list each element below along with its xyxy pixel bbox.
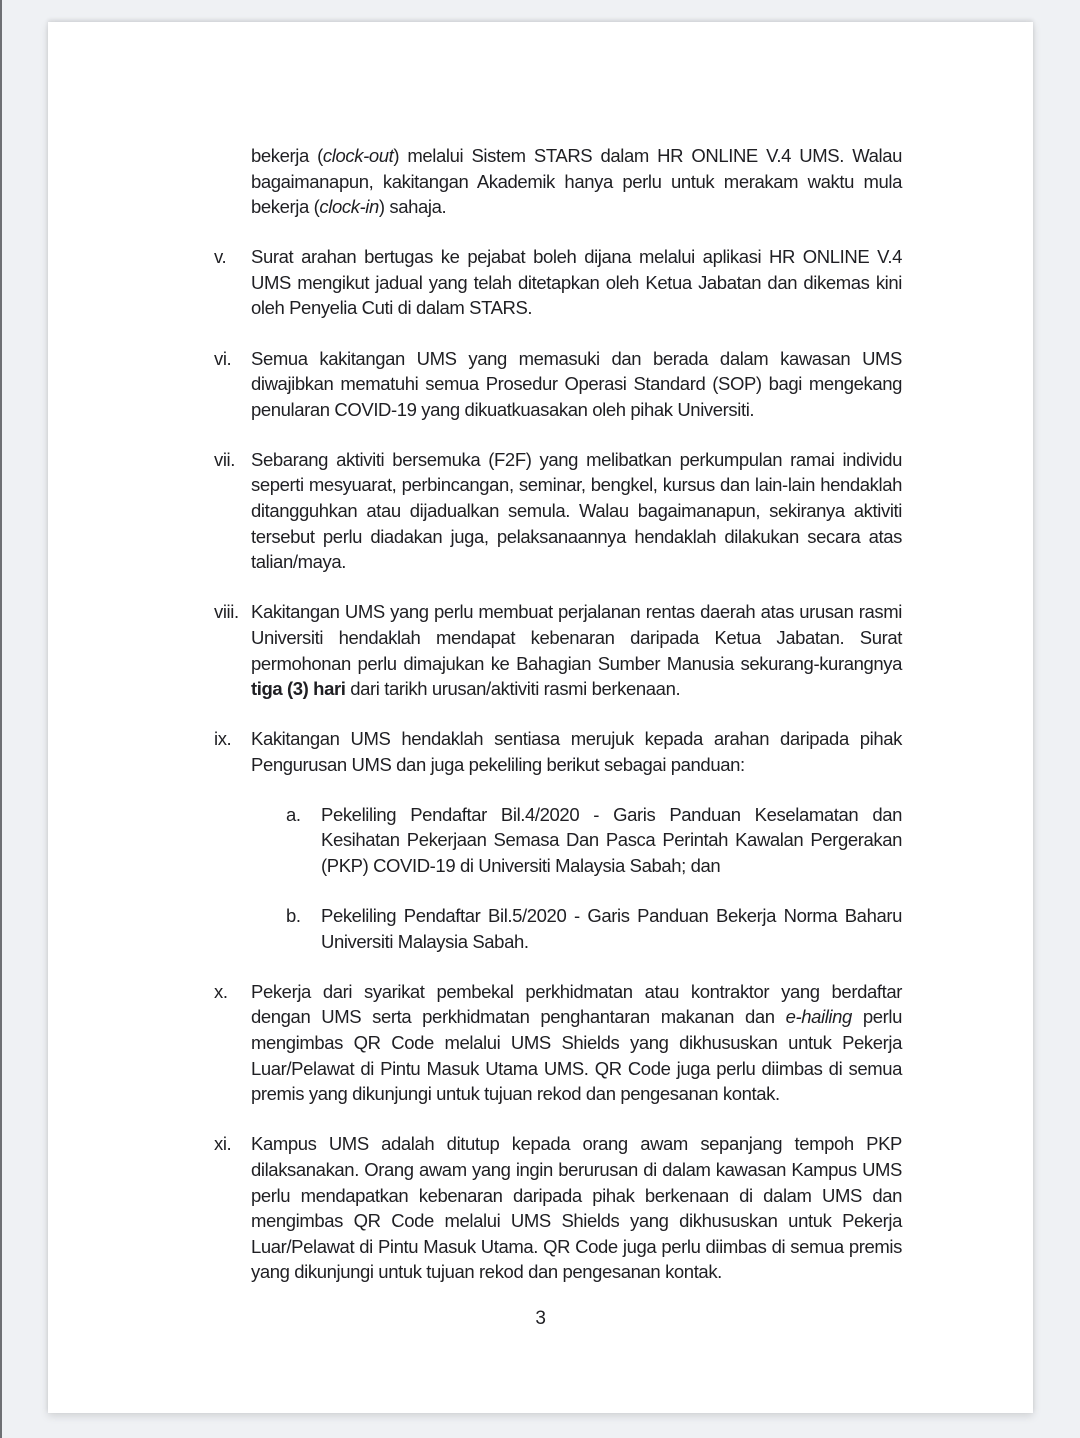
list-marker: vii. <box>214 448 236 470</box>
list-marker: ix. <box>214 728 232 750</box>
sub-item-a <box>286 802 902 879</box>
paragraph-text: Kakitangan UMS hendaklah sentiasa merujuk kepada arahan daripada pihak Pengurusan UMS dan juga pekeliling berikut sebagai panduan: <box>251 728 902 775</box>
sub-item-b <box>286 903 902 954</box>
page-content <box>214 143 902 1309</box>
list-item-x <box>214 979 902 1107</box>
paragraph-text: Sebarang aktiviti bersemuka (F2F) yang melibatkan perkumpulan ramai individu seperti mesyuarat, perbincangan, seminar, bengkel, kursus dan lain-lain hendaklah ditangguhkan atau dijadualkan semula. Walau bagaimanapun, sekiranya aktiviti tersebut perlu diadakan juga, pelaksanaannya hendaklah dilakukan secara atas talian/maya. <box>251 448 902 573</box>
list-item-viii <box>214 599 902 701</box>
paragraph-text: Kampus UMS adalah ditutup kepada orang awam sepanjang tempoh PKP dilaksanakan. Orang awam yang ingin berurusan di dalam kawasan Kampus UMS perlu mendapatkan kebenaran daripada pihak berkenaan di dalam UMS dan mengimbas QR Code melalui UMS Shields yang dikhususkan untuk Pekerja Luar/Pelawat di Pintu Masuk Utama. QR Code juga perlu diimbas di semua premis yang dikunjungi untuk tujuan rekod dan pengesanan kontak. <box>251 1133 902 1283</box>
list-item-v <box>214 244 902 321</box>
window-left-edge <box>0 0 2 1438</box>
paragraph-text: bekerja (clock-out) melalui Sistem STARS dalam HR ONLINE V.4 UMS. Walau bagaimanapun, kakitangan Akademik hanya perlu untuk merakam waktu mula bekerja (clock-in) sahaja. <box>251 145 902 218</box>
paragraph-text: Kakitangan UMS yang perlu membuat perjalanan rentas daerah atas urusan rasmi Universiti hendaklah mendapat kebenaran daripada Ketua Jabatan. Surat permohonan perlu dimajukan ke Bahagian Sumber Manusia sekurang-kurangnya tiga (3) hari dari tarikh urusan/aktiviti rasmi berkenaan. <box>251 601 902 700</box>
list-marker: x. <box>214 980 228 1002</box>
paragraph-text: Pekerja dari syarikat pembekal perkhidmatan atau kontraktor yang berdaftar dengan UMS serta perkhidmatan penghantaran makanan dan e-hailing perlu mengimbas QR Code melalui UMS Shields yang dikhususkan untuk Pekerja Luar/Pelawat di Pintu Masuk Utama UMS. QR Code juga perlu diimbas di semua premis yang dikunjungi untuk tujuan rekod dan pengesanan kontak. <box>251 980 902 1105</box>
list-marker: b. <box>286 905 301 927</box>
paragraph-text: Semua kakitangan UMS yang memasuki dan berada dalam kawasan UMS diwajibkan mematuhi semua Prosedur Operasi Standard (SOP) bagi mengekang penularan COVID-19 yang dikuatkuasakan oleh pihak Universiti. <box>251 347 902 420</box>
paragraph-text: Pekeliling Pendaftar Bil.4/2020 - Garis Panduan Keselamatan dan Kesihatan Pekerjaan Semasa Dan Pasca Perintah Kawalan Pergerakan (PKP) COVID-19 di Universiti Malaysia Sabah; dan <box>321 803 902 877</box>
list-item-vi <box>214 346 902 423</box>
list-marker: a. <box>286 803 301 825</box>
list-marker: v. <box>214 246 227 268</box>
list-item-ix <box>214 726 902 777</box>
list-marker: xi. <box>214 1133 232 1155</box>
paragraph-continuation <box>214 143 902 220</box>
page-number: 3 <box>535 1308 546 1329</box>
list-marker: vi. <box>214 347 232 369</box>
list-marker <box>214 143 251 220</box>
paragraph-text: Pekeliling Pendaftar Bil.5/2020 - Garis Panduan Bekerja Norma Baharu Universiti Malaysia Sabah. <box>321 905 902 952</box>
list-item-xi <box>214 1131 902 1285</box>
document-page <box>48 22 1033 1413</box>
list-marker: viii. <box>214 601 239 623</box>
paragraph-text: Surat arahan bertugas ke pejabat boleh dijana melalui aplikasi HR ONLINE V.4 UMS mengikut jadual yang telah ditetapkan oleh Ketua Jabatan dan dikemas kini oleh Penyelia Cuti di dalam STARS. <box>251 246 902 319</box>
list-item-vii <box>214 447 902 575</box>
